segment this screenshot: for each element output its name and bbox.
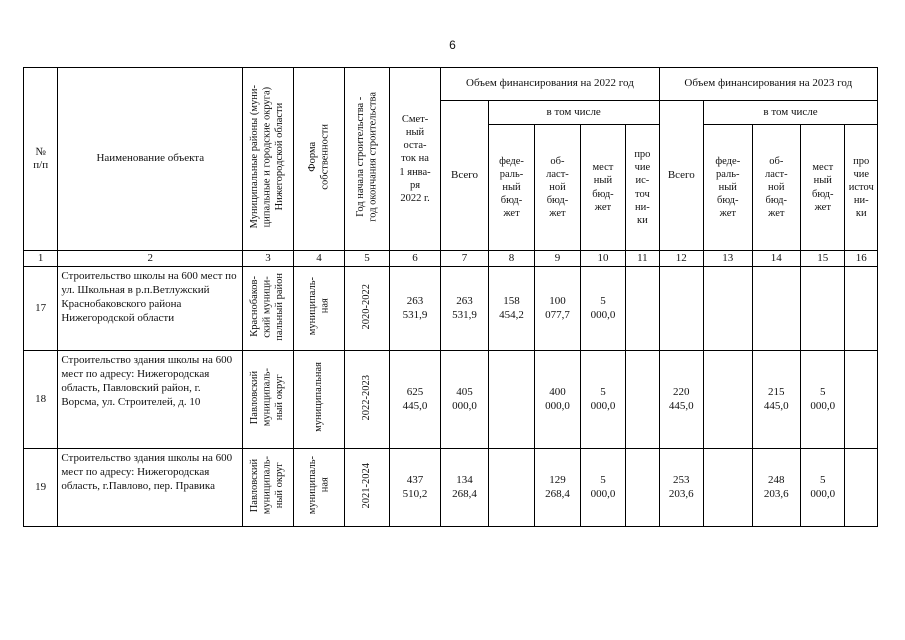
ownership-cell: муниципальная — [293, 351, 345, 449]
column-number: 15 — [801, 251, 845, 267]
local-2023-cell: 5 000,0 — [801, 449, 845, 527]
page-number: 6 — [449, 38, 456, 52]
column-number: 5 — [345, 251, 389, 267]
column-number: 11 — [626, 251, 659, 267]
column-number: 6 — [389, 251, 441, 267]
oblast-2023-cell — [752, 267, 801, 351]
column-number: 10 — [580, 251, 625, 267]
ownership-cell: муниципаль- ная — [293, 267, 345, 351]
years-cell: 2022-2023 — [345, 351, 389, 449]
header-number: № п/п — [24, 68, 58, 251]
other-2022-cell — [626, 267, 659, 351]
oblast-2022-cell: 400 000,0 — [535, 351, 580, 449]
header-2023-federal: феде- раль- ный бюд- жет — [704, 125, 753, 251]
header-2022-local: мест ный бюд- жет — [580, 125, 625, 251]
column-number: 1 — [24, 251, 58, 267]
local-2022-cell: 5 000,0 — [580, 449, 625, 527]
table-row — [24, 449, 878, 527]
header-2023-total: Всего — [659, 101, 703, 251]
column-number: 9 — [535, 251, 580, 267]
row-number: 19 — [24, 449, 58, 527]
federal-2022-cell — [488, 449, 534, 527]
ownership-cell: муниципаль- ная — [293, 449, 345, 527]
other-2023-cell — [845, 267, 878, 351]
years-cell: 2021-2024 — [345, 449, 389, 527]
total-2022-cell: 263 531,9 — [441, 267, 488, 351]
total-2023-cell — [659, 267, 703, 351]
oblast-2022-cell: 100 077,7 — [535, 267, 580, 351]
district-cell: Павловский муниципаль- ный округ — [243, 449, 294, 527]
column-number-row — [24, 251, 878, 267]
object-name: Строительство здания школы на 600 мест по адресу: Нижегородская область, Павловский район, г. Ворсма, ул. Строителей, д. 10 — [58, 351, 243, 449]
row-number: 17 — [24, 267, 58, 351]
header-2022-total: Всего — [441, 101, 488, 251]
financing-table — [23, 67, 878, 527]
object-name: Строительство здания школы на 600 мест по адресу: Нижегородская область, г.Павлово, пер. Правика — [58, 449, 243, 527]
column-number: 4 — [293, 251, 345, 267]
object-name: Строительство школы на 600 мест по ул. Школьная в р.п.Ветлужский Краснобаковского района Нижегородской области — [58, 267, 243, 351]
table-row — [24, 351, 878, 449]
column-number: 12 — [659, 251, 703, 267]
other-2022-cell — [626, 449, 659, 527]
estimate-cell: 437 510,2 — [389, 449, 441, 527]
federal-2023-cell — [704, 267, 753, 351]
header-object-name: Наименование объекта — [58, 68, 243, 251]
local-2022-cell: 5 000,0 — [580, 267, 625, 351]
district-cell: Павловский муниципаль- ный округ — [243, 351, 294, 449]
header-years: Год начала строительства - год окончания строительства — [345, 68, 389, 251]
column-number: 13 — [704, 251, 753, 267]
estimate-cell: 625 445,0 — [389, 351, 441, 449]
total-2023-cell: 253 203,6 — [659, 449, 703, 527]
header-district: Муниципальные районы (муни- ципальные и городские округа) Нижегородской области — [243, 68, 294, 251]
local-2023-cell — [801, 267, 845, 351]
estimate-cell: 263 531,9 — [389, 267, 441, 351]
header-2022-federal: феде- раль- ный бюд- жет — [488, 125, 534, 251]
header-group-2023: Объем финансирования на 2023 год — [659, 68, 877, 101]
header-2023-including: в том числе — [704, 101, 878, 125]
local-2022-cell: 5 000,0 — [580, 351, 625, 449]
oblast-2023-cell: 248 203,6 — [752, 449, 801, 527]
row-number: 18 — [24, 351, 58, 449]
federal-2022-cell — [488, 351, 534, 449]
column-number: 2 — [58, 251, 243, 267]
total-2022-cell: 405 000,0 — [441, 351, 488, 449]
header-2023-local: мест ный бюд- жет — [801, 125, 845, 251]
header-2022-other: про чие ис- точ ни- ки — [626, 125, 659, 251]
header-group-2022: Объем финансирования на 2022 год — [441, 68, 659, 101]
table-row — [24, 267, 878, 351]
total-2023-cell: 220 445,0 — [659, 351, 703, 449]
other-2022-cell — [626, 351, 659, 449]
local-2023-cell: 5 000,0 — [801, 351, 845, 449]
column-number: 7 — [441, 251, 488, 267]
years-cell: 2020-2022 — [345, 267, 389, 351]
column-number: 8 — [488, 251, 534, 267]
header-ownership: Форма собственности — [293, 68, 345, 251]
oblast-2022-cell: 129 268,4 — [535, 449, 580, 527]
total-2022-cell: 134 268,4 — [441, 449, 488, 527]
column-number: 3 — [243, 251, 294, 267]
header-2022-oblast: об- ласт- ной бюд- жет — [535, 125, 580, 251]
other-2023-cell — [845, 351, 878, 449]
district-cell: Краснобаков- ский муници- пальный район — [243, 267, 294, 351]
header-2023-other: про чие источ ни- ки — [845, 125, 878, 251]
federal-2023-cell — [704, 449, 753, 527]
header-2022-including: в том числе — [488, 101, 659, 125]
header-2023-oblast: об- ласт- ной бюд- жет — [752, 125, 801, 251]
column-number: 16 — [845, 251, 878, 267]
federal-2022-cell: 158 454,2 — [488, 267, 534, 351]
other-2023-cell — [845, 449, 878, 527]
oblast-2023-cell: 215 445,0 — [752, 351, 801, 449]
header-estimate: Смет- ный оста- ток на 1 янва- ря 2022 г. — [389, 68, 441, 251]
column-number: 14 — [752, 251, 801, 267]
federal-2023-cell — [704, 351, 753, 449]
